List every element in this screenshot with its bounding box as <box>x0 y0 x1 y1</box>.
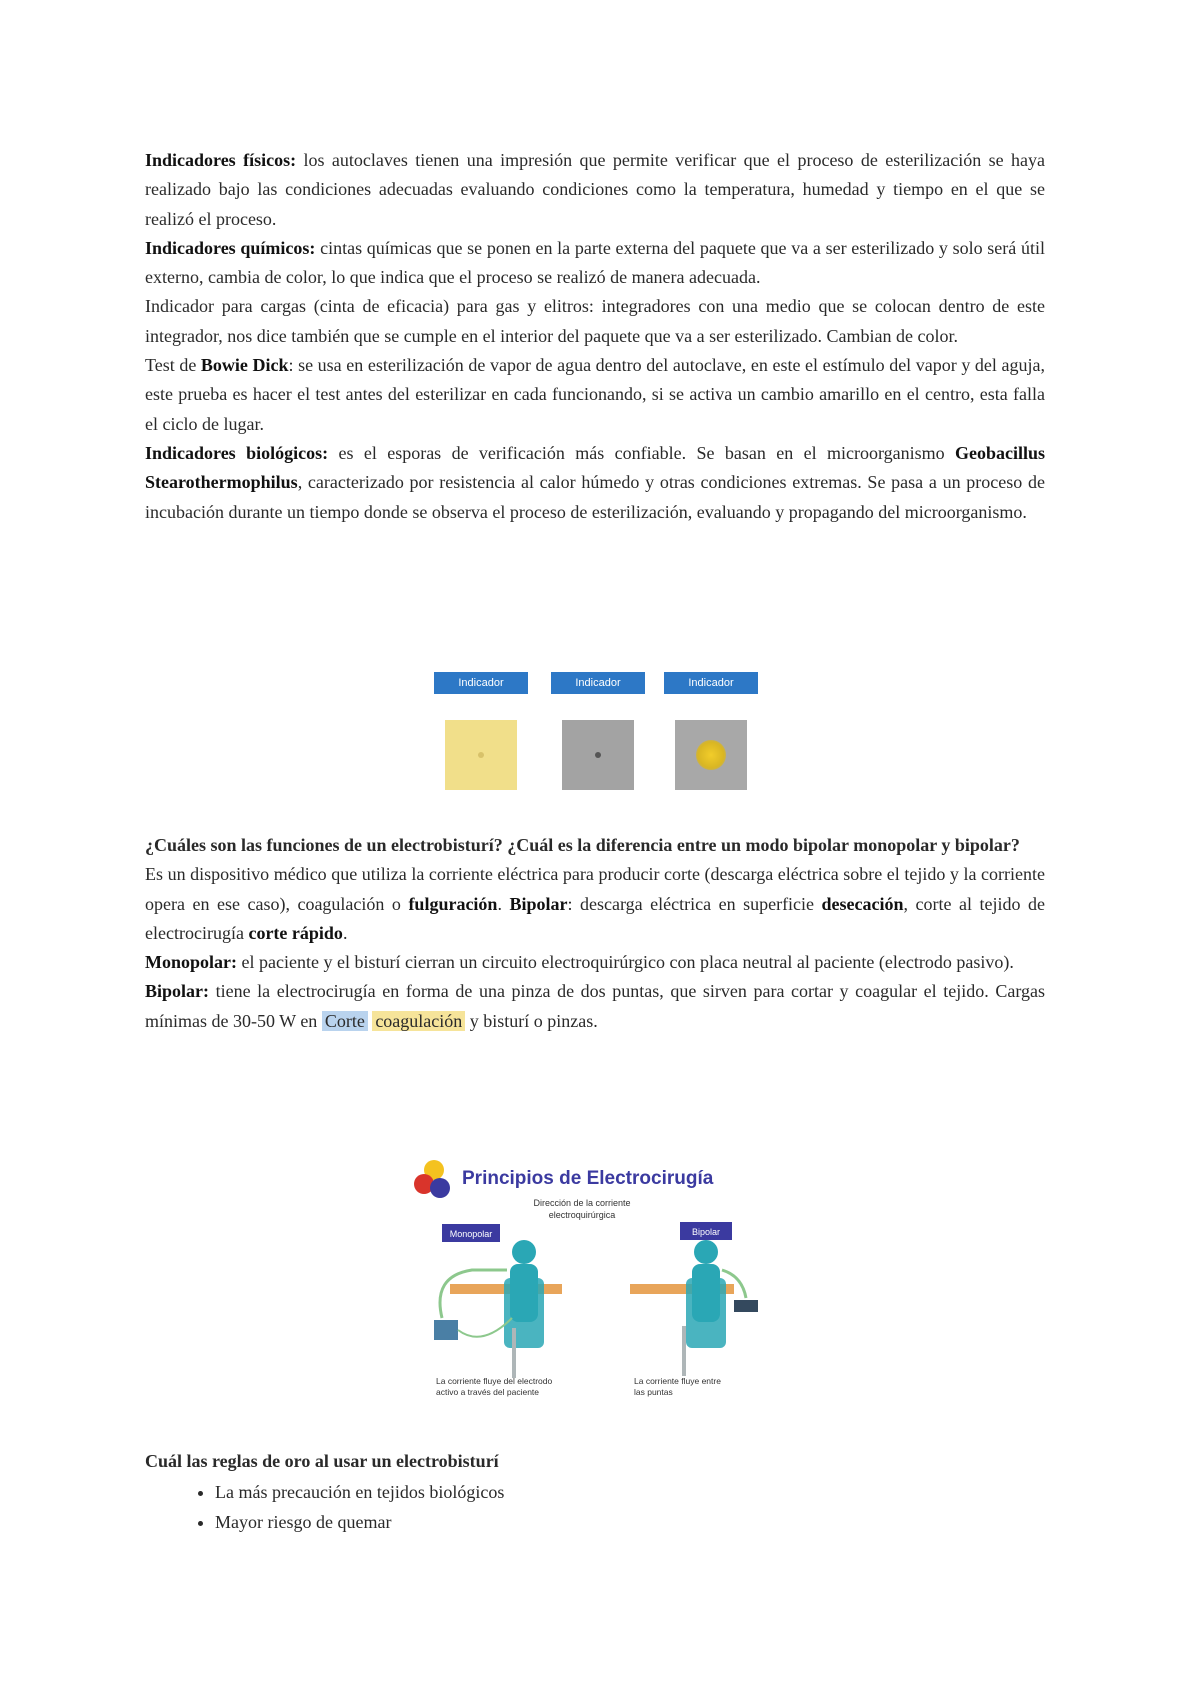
paragraph-biological-indicators <box>145 439 1045 527</box>
figure-title: Principios de Electrocirugía <box>462 1168 714 1189</box>
indicator-center <box>478 752 484 758</box>
figure-logo <box>414 1160 450 1198</box>
indicator-sample <box>434 672 528 796</box>
indicators-figure <box>434 672 774 796</box>
highlight-cut: Corte <box>322 1011 368 1031</box>
text-load-indicator: Indicador para cargas (cinta de eficacia) para gas y elitros: integradores con una medio que se colocan dentro de este integrador, nos dice también que se cumple en el interior del paquete que va a ser esterilizado. Cambian de color. <box>145 296 1045 346</box>
text-bowie-dick: : se usa en esterilización de vapor de agua dentro del autoclave, en este el estímulo del vapor y del aguja, este prueba es hacer el test antes del esterilizar en cada funcionando, si se activa un cambio amarillo en el centro, esta falla el ciclo de lugar. <box>145 355 1045 434</box>
indicator-tag: Indicador <box>664 672 758 694</box>
indicator-sample <box>664 672 758 796</box>
bipolar-caption-1: La corriente fluye entre <box>634 1376 721 1386</box>
text-definition-4: , corte al tejido de electrocirugía <box>145 893 1046 943</box>
highlight-coagulation: coagulación <box>372 1011 465 1031</box>
text-chemical-indicators: cintas químicas que se ponen en la parte externa del paquete que va a ser esterilizado y solo será útil externo, cambia de color, lo que indica que el proceso se realizó de manera adecuada. <box>145 237 1045 288</box>
electrosurgery-figure <box>412 1158 780 1408</box>
list-item: • Mayor riesgo de quemar <box>215 1508 1045 1537</box>
monopolar-tag-label: Monopolar <box>449 1229 493 1239</box>
text-biological-indicators-2: , caracterizado por resistencia al calor húmedo y otras condiciones extremas. Se pasa a un proceso de incubación durante un tiempo donde se observa el proceso de esterilización, evaluando y propagando del microorganismo. <box>145 472 1045 522</box>
label-bowie-dick: Bowie Dick <box>200 355 289 376</box>
text-definition-3: : descarga eléctrica en superficie <box>567 893 822 914</box>
figure-subtitle-2: electroquirúrgica <box>548 1210 616 1220</box>
text-definition-5: . <box>342 922 348 943</box>
paragraph-bipolar <box>145 977 1045 1036</box>
list-item: • La más precaución en tejidos biológicos <box>215 1478 1045 1507</box>
indicator-tag: Indicador <box>551 672 645 694</box>
paragraph-electrosurgery-definition <box>145 860 1045 948</box>
label-monopolar: Monopolar: <box>145 952 237 973</box>
paragraph-monopolar <box>145 948 1045 977</box>
figure-subtitle-1: Dirección de la corriente <box>533 1198 631 1208</box>
question-golden-rules: Cuál las reglas de oro al usar un electrobisturí <box>145 1451 499 1471</box>
indicator-center <box>696 740 726 770</box>
label-chemical-indicators: Indicadores químicos: <box>145 237 316 258</box>
label-fast-cut: corte rápido <box>248 922 343 943</box>
text-physical-indicators: los autoclaves tienen una impresión que permite verificar que el proceso de esterilización se haya realizado bajo las condiciones adecuadas evaluando condiciones como la temperatura, humedad y tiempo en el que se realizó el proceso. <box>145 150 1045 229</box>
label-bipolar: Bipolar: <box>145 981 210 1002</box>
label-biological-indicators: Indicadores biológicos: <box>145 442 329 463</box>
label-desiccation: desecación <box>821 893 904 914</box>
text-definition: Es un dispositivo médico que utiliza la corriente eléctrica para producir corte (descarga eléctrica sobre el tejido y la corriente opera en ese caso), coagulación o <box>145 864 1045 914</box>
text-bowie-pre: Test de <box>145 355 201 376</box>
bipolar-caption-2: las puntas <box>634 1387 673 1397</box>
electrosurgery-diagram <box>412 1158 780 1408</box>
indicator-swatch <box>562 720 634 790</box>
monopolar-caption-1: La corriente fluye del electrodo <box>436 1376 553 1386</box>
monopolar-illustration <box>434 1240 562 1378</box>
bipolar-illustration <box>630 1240 758 1376</box>
label-bipolar-inline: Bipolar <box>509 893 568 914</box>
monopolar-caption-2: activo a través del paciente <box>436 1387 540 1397</box>
question-electrosurgery: ¿Cuáles son las funciones de un electrobisturí? ¿Cuál es la diferencia entre un modo bipolar monopolar y bipolar? <box>145 835 1020 855</box>
label-physical-indicators: Indicadores físicos: <box>145 150 297 170</box>
label-fulguration: fulguración <box>408 893 498 914</box>
indicator-center <box>595 752 601 758</box>
paragraph-physical-indicators <box>145 146 1045 234</box>
indicators-text-section <box>145 146 1045 527</box>
paragraph-load-indicator <box>145 292 1045 351</box>
indicator-swatch <box>675 720 747 790</box>
bipolar-tag-label: Bipolar <box>691 1227 721 1237</box>
indicator-tag: Indicador <box>434 672 528 694</box>
label-geobacillus: Geobacillus Stearothermophilus <box>145 442 1046 493</box>
text-definition-2: . <box>497 893 510 914</box>
rules-list <box>145 1478 1045 1537</box>
paragraph-bowie-dick <box>145 351 1045 439</box>
indicator-swatch <box>445 720 517 790</box>
text-monopolar: el paciente y el bisturí cierran un circuito electroquirúrgico con placa neutral al paciente (electrodo pasivo). <box>237 952 1014 973</box>
text-bipolar: tiene la electrocirugía en forma de una pinza de dos puntas, que sirven para cortar y coagular el tejido. Cargas mínimas de 30-50 W en <box>145 981 1045 1031</box>
paragraph-chemical-indicators <box>145 234 1045 293</box>
text-biological-indicators: es el esporas de verificación más confiable. Se basan en el microorganismo <box>328 442 955 463</box>
indicator-sample <box>551 672 645 796</box>
rules-section <box>145 1447 1045 1537</box>
text-bipolar-2: y bisturí o pinzas. <box>465 1010 598 1031</box>
electrosurgery-text-section <box>145 831 1045 1036</box>
